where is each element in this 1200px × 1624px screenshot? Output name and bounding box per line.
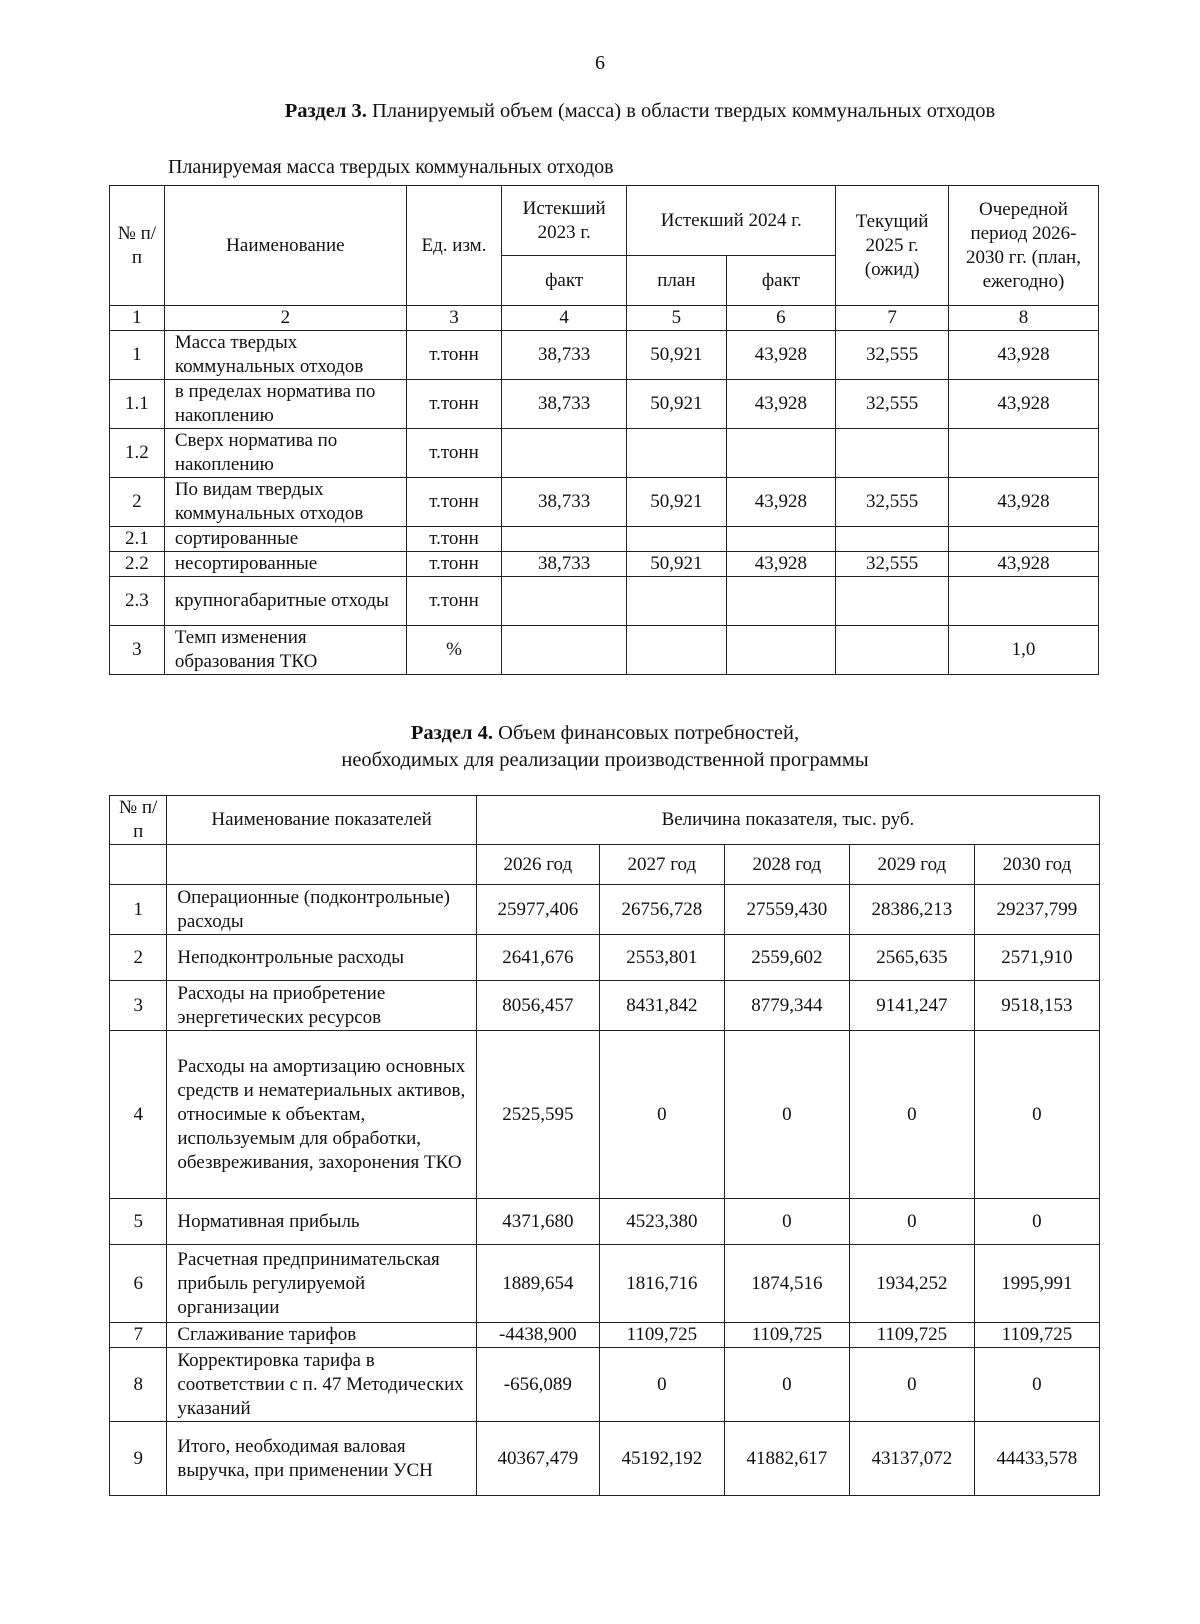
- row-value: 43,928: [948, 552, 1098, 577]
- row-unit: т.тонн: [406, 331, 501, 380]
- row-value: 1816,716: [599, 1245, 724, 1323]
- table-row: [110, 1031, 1100, 1199]
- row-name: несортированные: [164, 552, 406, 577]
- row-value: 43,928: [726, 478, 836, 527]
- header-num: № п/п: [110, 796, 167, 845]
- column-number-row: [110, 306, 1099, 331]
- section3-prefix: Раздел 3.: [284, 100, 367, 122]
- row-value: 0: [724, 1031, 849, 1199]
- table1-caption: Планируемая масса твердых коммунальных отходов: [168, 156, 614, 178]
- row-unit: т.тонн: [406, 380, 501, 429]
- row-name: Расходы на амортизацию основных средств и нематериальных активов, относимые к объектам, используемым для обработки, обезвреживания, захоронения ТКО: [167, 1031, 476, 1199]
- row-value: 0: [849, 1348, 974, 1422]
- row-unit: т.тонн: [406, 527, 501, 552]
- row-num: 6: [110, 1245, 167, 1323]
- row-value: [502, 429, 627, 478]
- row-value: [502, 577, 627, 626]
- row-value: -656,089: [476, 1348, 599, 1422]
- row-value: 50,921: [627, 478, 726, 527]
- row-num: 4: [110, 1031, 167, 1199]
- section3-title: Планируемый объем (масса) в области твердых коммунальных отходов: [372, 100, 996, 122]
- row-value: 8056,457: [476, 981, 599, 1031]
- row-value: 43,928: [726, 380, 836, 429]
- header-year: 2029 год: [849, 845, 974, 885]
- row-value: [627, 577, 726, 626]
- row-value: 50,921: [627, 552, 726, 577]
- row-value: 2565,635: [849, 935, 974, 981]
- col-number: 8: [948, 306, 1098, 331]
- row-value: 38,733: [502, 331, 627, 380]
- section4-heading: [110, 720, 1100, 774]
- section4-title-line1: Объем финансовых потребностей,: [498, 722, 800, 744]
- row-value: [836, 429, 949, 478]
- row-value: 0: [849, 1031, 974, 1199]
- row-value: 32,555: [836, 478, 949, 527]
- row-name: Сглаживание тарифов: [167, 1323, 476, 1348]
- header-year: 2026 год: [476, 845, 599, 885]
- row-name: сортированные: [164, 527, 406, 552]
- row-value: 0: [974, 1199, 1099, 1245]
- row-value: 43,928: [948, 380, 1098, 429]
- table-row: [110, 527, 1099, 552]
- row-value: 41882,617: [724, 1422, 849, 1496]
- header-2025: Текущий 2025 г. (ожид): [836, 186, 949, 306]
- row-name: Итого, необходимая валовая выручка, при применении УСН: [167, 1422, 476, 1496]
- row-name: Нормативная прибыль: [167, 1199, 476, 1245]
- header-plan-2024: план: [627, 256, 726, 306]
- row-value: 44433,578: [974, 1422, 1099, 1496]
- row-value: [948, 577, 1098, 626]
- financial-needs-table: [109, 795, 1100, 1496]
- row-num: 7: [110, 1323, 167, 1348]
- row-value: 2553,801: [599, 935, 724, 981]
- row-value: [502, 527, 627, 552]
- row-unit: т.тонн: [406, 429, 501, 478]
- row-value: 1,0: [948, 626, 1098, 675]
- table-row: [110, 1245, 1100, 1323]
- row-value: 9518,153: [974, 981, 1099, 1031]
- row-value: [948, 429, 1098, 478]
- row-name: Корректировка тарифа в соответствии с п. 47 Методических указаний: [167, 1348, 476, 1422]
- row-value: 32,555: [836, 552, 949, 577]
- row-value: 1109,725: [724, 1323, 849, 1348]
- row-num: 2.2: [110, 552, 165, 577]
- row-num: 1.2: [110, 429, 165, 478]
- row-value: 0: [599, 1031, 724, 1199]
- header-value: Величина показателя, тыс. руб.: [476, 796, 1099, 845]
- col-number: 5: [627, 306, 726, 331]
- row-value: 43,928: [726, 331, 836, 380]
- row-value: [627, 527, 726, 552]
- table-row: [110, 1348, 1100, 1422]
- col-number: 1: [110, 306, 165, 331]
- header-indicator-name: Наименование показателей: [167, 796, 476, 845]
- header-empty: [167, 845, 476, 885]
- row-num: 1.1: [110, 380, 165, 429]
- row-name: крупногабаритные отходы: [164, 577, 406, 626]
- row-value: 45192,192: [599, 1422, 724, 1496]
- header-2023: Истекший 2023 г.: [502, 186, 627, 256]
- row-value: 28386,213: [849, 885, 974, 935]
- row-value: 9141,247: [849, 981, 974, 1031]
- row-name: Масса твердых коммунальных отходов: [164, 331, 406, 380]
- row-name: Расчетная предпринимательская прибыль регулируемой организации: [167, 1245, 476, 1323]
- row-value: 27559,430: [724, 885, 849, 935]
- row-unit: т.тонн: [406, 478, 501, 527]
- row-value: [726, 626, 836, 675]
- table-row: [110, 1323, 1100, 1348]
- row-value: 43137,072: [849, 1422, 974, 1496]
- row-value: [627, 626, 726, 675]
- row-value: 1109,725: [849, 1323, 974, 1348]
- table-row: [110, 331, 1099, 380]
- row-value: 1109,725: [974, 1323, 1099, 1348]
- row-value: 0: [599, 1348, 724, 1422]
- header-year: 2027 год: [599, 845, 724, 885]
- row-value: 2559,602: [724, 935, 849, 981]
- header-2024: Истекший 2024 г.: [627, 186, 836, 256]
- row-num: 1: [110, 331, 165, 380]
- header-name: Наименование: [164, 186, 406, 306]
- row-value: [726, 429, 836, 478]
- col-number: 2: [164, 306, 406, 331]
- row-value: 1934,252: [849, 1245, 974, 1323]
- row-value: 50,921: [627, 331, 726, 380]
- header-next-period: Очередной период 2026-2030 гг. (план, ежегодно): [948, 186, 1098, 306]
- col-number: 7: [836, 306, 949, 331]
- row-value: 0: [849, 1199, 974, 1245]
- row-unit: т.тонн: [406, 552, 501, 577]
- row-value: 8431,842: [599, 981, 724, 1031]
- row-value: 43,928: [948, 331, 1098, 380]
- row-value: 43,928: [948, 478, 1098, 527]
- row-num: 3: [110, 981, 167, 1031]
- row-value: 26756,728: [599, 885, 724, 935]
- row-name: Неподконтрольные расходы: [167, 935, 476, 981]
- row-num: 2: [110, 478, 165, 527]
- row-name: По видам твердых коммунальных отходов: [164, 478, 406, 527]
- header-fact-2023: факт: [502, 256, 627, 306]
- row-value: 0: [724, 1199, 849, 1245]
- row-value: 0: [724, 1348, 849, 1422]
- table-row: [110, 981, 1100, 1031]
- header-year: 2028 год: [724, 845, 849, 885]
- table-row: [110, 626, 1099, 675]
- row-value: 4523,380: [599, 1199, 724, 1245]
- row-value: 0: [974, 1031, 1099, 1199]
- row-num: 5: [110, 1199, 167, 1245]
- table-row: [110, 577, 1099, 626]
- header-empty: [110, 845, 167, 885]
- row-value: 2525,595: [476, 1031, 599, 1199]
- page-number: 6: [595, 52, 605, 74]
- row-num: 2.3: [110, 577, 165, 626]
- table-row: [110, 1422, 1100, 1496]
- row-name: в пределах норматива по накоплению: [164, 380, 406, 429]
- table-row: [110, 935, 1100, 981]
- row-value: 43,928: [726, 552, 836, 577]
- row-value: 0: [974, 1348, 1099, 1422]
- table-row: [110, 380, 1099, 429]
- table-row: [110, 885, 1100, 935]
- row-num: 3: [110, 626, 165, 675]
- row-value: [948, 527, 1098, 552]
- waste-mass-table: [109, 185, 1099, 675]
- col-number: 6: [726, 306, 836, 331]
- row-value: 1889,654: [476, 1245, 599, 1323]
- row-value: 38,733: [502, 478, 627, 527]
- row-value: [726, 527, 836, 552]
- row-name: Операционные (подконтрольные) расходы: [167, 885, 476, 935]
- row-value: 32,555: [836, 331, 949, 380]
- row-value: [836, 527, 949, 552]
- row-value: 29237,799: [974, 885, 1099, 935]
- header-year: 2030 год: [974, 845, 1099, 885]
- header-fact-2024: факт: [726, 256, 836, 306]
- row-value: [836, 626, 949, 675]
- col-number: 4: [502, 306, 627, 331]
- row-unit: т.тонн: [406, 577, 501, 626]
- row-value: 8779,344: [724, 981, 849, 1031]
- row-value: 32,555: [836, 380, 949, 429]
- section4-prefix: Раздел 4.: [410, 722, 494, 744]
- row-name: Сверх норматива по накоплению: [164, 429, 406, 478]
- row-value: [726, 577, 836, 626]
- col-number: 3: [406, 306, 501, 331]
- section4-title-line2: необходимых для реализации производственной программы: [341, 749, 869, 771]
- row-value: [627, 429, 726, 478]
- header-unit: Ед. изм.: [406, 186, 501, 306]
- row-value: [836, 577, 949, 626]
- table-row: [110, 552, 1099, 577]
- row-value: 40367,479: [476, 1422, 599, 1496]
- row-value: [502, 626, 627, 675]
- row-value: 50,921: [627, 380, 726, 429]
- row-num: 1: [110, 885, 167, 935]
- row-value: 38,733: [502, 380, 627, 429]
- row-value: 1874,516: [724, 1245, 849, 1323]
- row-num: 2.1: [110, 527, 165, 552]
- row-value: 4371,680: [476, 1199, 599, 1245]
- row-value: 1995,991: [974, 1245, 1099, 1323]
- table-row: [110, 1199, 1100, 1245]
- row-name: Темп изменения образования ТКО: [164, 626, 406, 675]
- row-value: 2571,910: [974, 935, 1099, 981]
- row-value: 1109,725: [599, 1323, 724, 1348]
- row-num: 2: [110, 935, 167, 981]
- table-row: [110, 478, 1099, 527]
- row-num: 9: [110, 1422, 167, 1496]
- row-value: -4438,900: [476, 1323, 599, 1348]
- header-num: № п/п: [110, 186, 165, 306]
- row-num: 8: [110, 1348, 167, 1422]
- table-row: [110, 429, 1099, 478]
- row-unit: %: [406, 626, 501, 675]
- row-value: 38,733: [502, 552, 627, 577]
- section3-heading: [160, 98, 1120, 125]
- row-name: Расходы на приобретение энергетических ресурсов: [167, 981, 476, 1031]
- row-value: 2641,676: [476, 935, 599, 981]
- row-value: 25977,406: [476, 885, 599, 935]
